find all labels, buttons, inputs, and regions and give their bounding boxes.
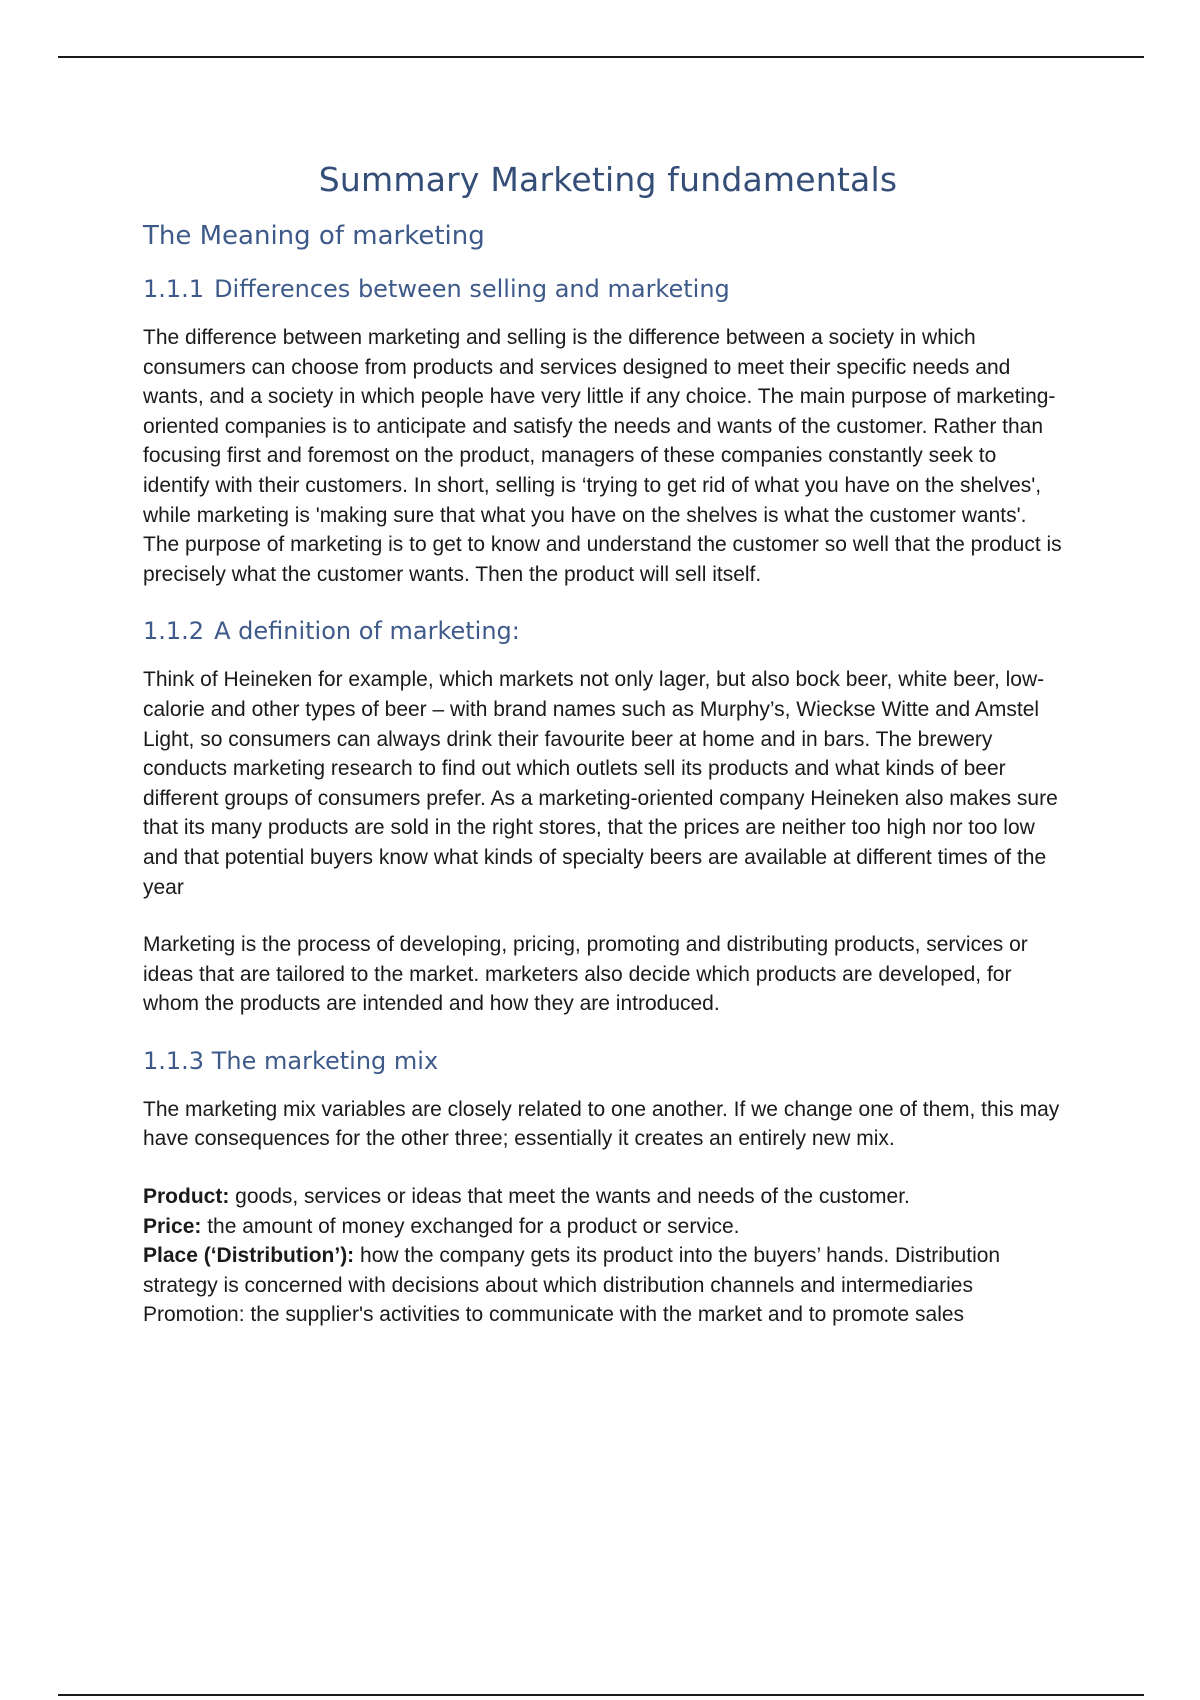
mix-text: goods, services or ideas that meet the wants and needs of the customer.: [229, 1185, 910, 1209]
section-heading-1-1-1: [143, 275, 1063, 303]
section-heading-1-1-2: [143, 617, 1063, 645]
document-page: [143, 160, 1063, 1330]
section-paragraph: Marketing is the process of developing, pricing, promoting and distributing products, services or ideas that are tailored to the market. marketers also decide which products are developed, for whom the products are intended and how they are introduced.: [143, 933, 1028, 1016]
mix-item-place: [143, 1241, 1063, 1300]
section-heading-1-1-3: [143, 1047, 1063, 1075]
mix-term: Product:: [143, 1185, 230, 1209]
chapter-heading: The Meaning of marketing: [143, 221, 485, 251]
section-paragraph: Think of Heineken for example, which markets not only lager, but also bock beer, white beer, low-calorie and other types of beer – with brand names such as Murphy’s, Wieckse Witte and Amstel Light, so consumers can always drink their favourite beer at home and in bars. The brewery conducts marketing research to find out which outlets sell its products and what kinds of beer different groups of consumers prefer. As a marketing-oriented company Heineken also makes sure that its many products are sold in the right stores, that the prices are neither too high nor too low and that potential buyers know what kinds of specialty beers are available at different times of the year: [143, 668, 1058, 899]
section-number: 1.1.2: [143, 617, 205, 646]
marketing-mix-list: [143, 1182, 1063, 1330]
footer-rule: [58, 1694, 1144, 1696]
mix-item-promotion: [143, 1300, 1063, 1330]
document-title: Summary Marketing fundamentals: [318, 160, 898, 199]
mix-text: Promotion: the supplier's activities to communicate with the market and to promote sales: [143, 1303, 965, 1327]
mix-item-price: [143, 1212, 1063, 1242]
mix-term: Place (‘Distribution’):: [143, 1244, 355, 1268]
section-paragraph: The difference between marketing and selling is the difference between a society in which consumers can choose from products and services designed to meet their specific needs and wants, and a society in which people have very little if any choice. The main purpose of marketing-oriented companies is to anticipate and satisfy the needs and wants of the customer. Rather than focusing first and foremost on the product, managers of these companies constantly seek to identify with their customers. In short, selling is ‘trying to get rid of what you have on the shelves', while marketing is 'making sure that what you have on the shelves is what the customer wants'. The purpose of marketing is to get to know and understand the customer so well that the product is precisely what the customer wants. Then the product will sell itself.: [143, 326, 1062, 586]
mix-text: the amount of money exchanged for a product or service.: [201, 1214, 740, 1238]
mix-term: Price:: [143, 1214, 202, 1238]
section-number: 1.1.1: [143, 275, 205, 303]
section-title: A definition of marketing:: [214, 617, 520, 646]
section-number: 1.1.3: [143, 1046, 205, 1075]
section-paragraph: The marketing mix variables are closely related to one another. If we change one of them, this may have consequences for the other three; essentially it creates an entirely new mix.: [143, 1097, 1060, 1151]
section-title: The marketing mix: [211, 1046, 439, 1075]
mix-item-product: [143, 1182, 1063, 1212]
mix-text: how the company gets its product into the buyers’ hands. Distribution strategy is concerned with decisions about which distribution channels and intermediaries: [143, 1244, 1001, 1297]
section-title: Differences between selling and marketing: [214, 275, 730, 303]
header-rule: [58, 56, 1144, 58]
